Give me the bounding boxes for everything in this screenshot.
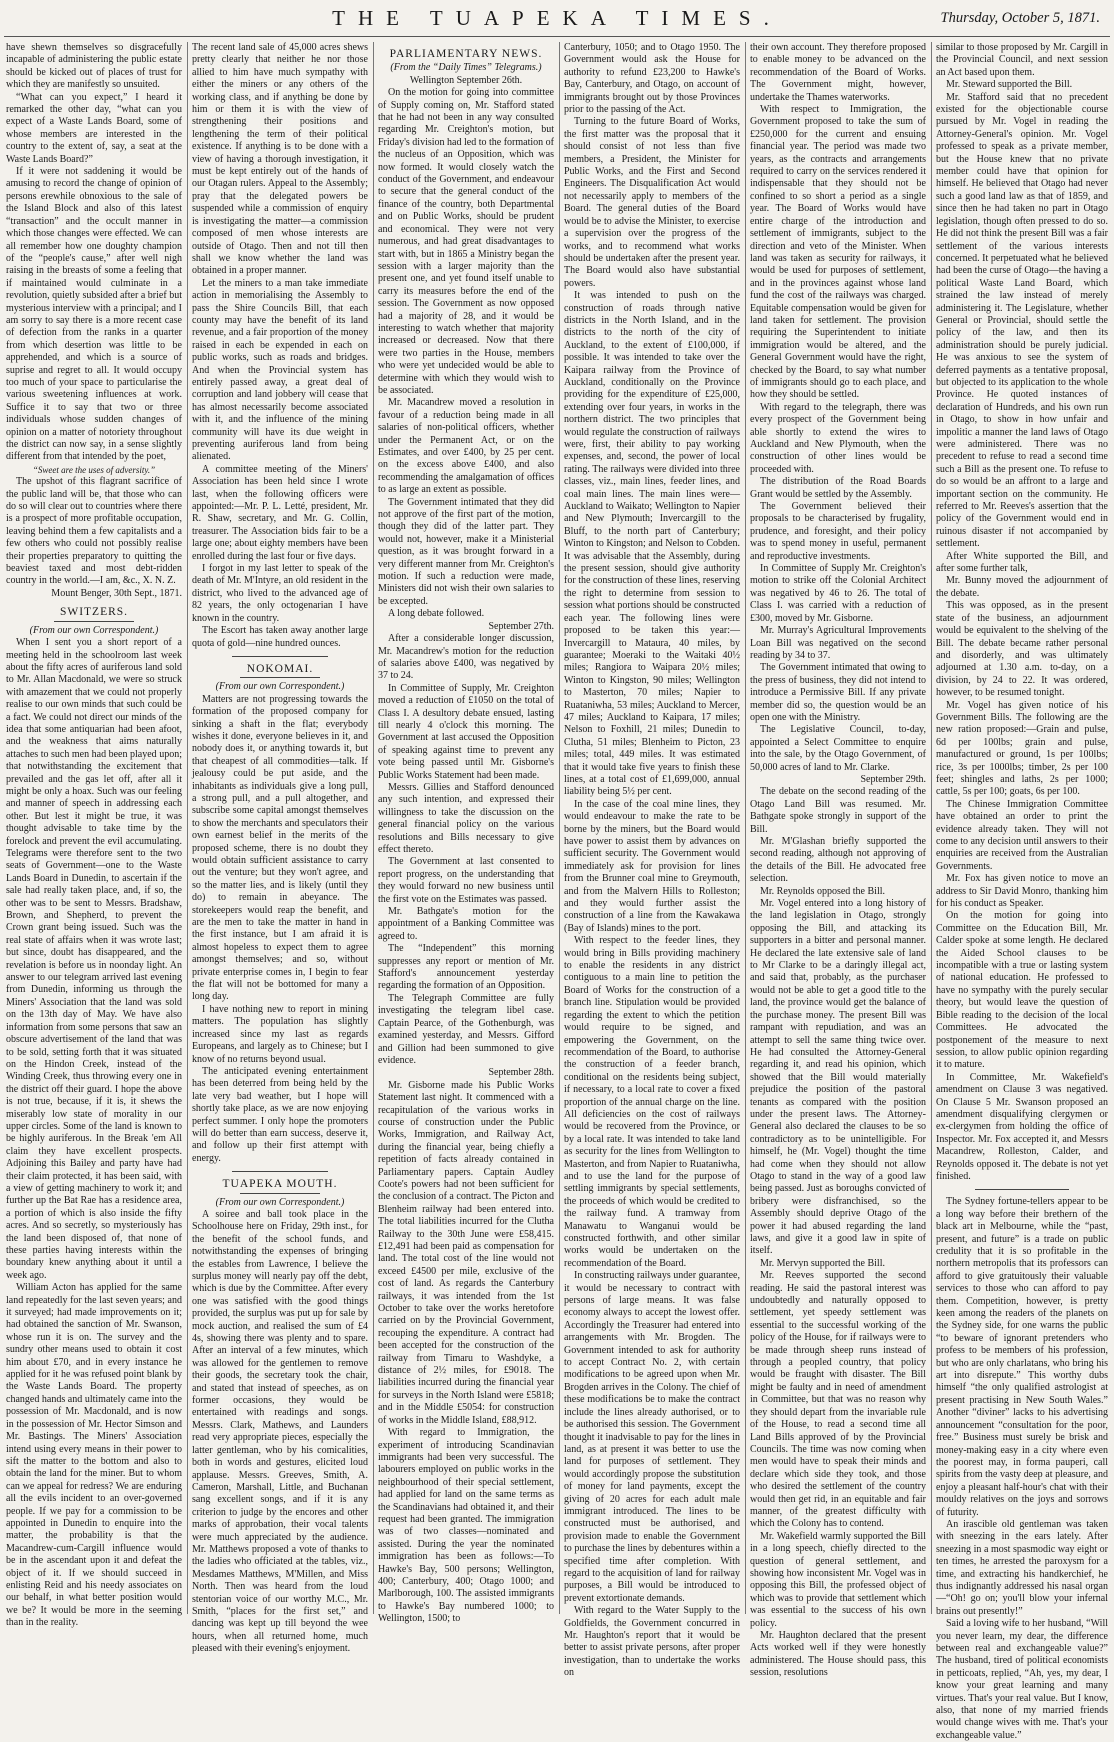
col6-para: In Committee, Mr. Wakefield's amendment on Clause 3 was negatived. On Clause 5 Mr. Swanson proposed an amendment disqualifying clergymen or ex-clergymen from holding the office of Inspector. Mr. Fox accepted it, and Messrs Macandrew, Rolleston, Calder, and Reynolds opposed it. The debate is not yet finished. [936,1071,1108,1182]
col4-para: In constructing railways under guarantee, it would be necessary to contract with persons of large means. It was false economy always to accept the lowest offer. Accordingly the Treasurer had entered into arrangements with Mr. Brogden. The Government intended to ask for authority to accept Contract No. 2, with certain modifications to be agreed upon when Mr. Brogden arrives in the Colony. The chief of these modifications be to make the contract include the lines already authorised, or to be authorised this session. The Government thought it inadvisable to pay for the lines in land, as at present it was better to use the land for purposes of settlement. They would accordingly propose the substitution of money for land payments, except the giving of 20 acres for each adult male immigrant introduced. The lines to be constructed must be authorised, and provision made to enable the Government to purchase the lines by debentures within a specified time after completion. With regard to the acquisition of land for railway purposes, a Bill would be introduced to prevent extortionate demands. [564,1270,740,1604]
col6-para: This was opposed, as in the present state of the business, an adjournment would be equivalent to the shelving of the Bill. The debate became rather personal and disorderly, and was ultimately adjourned at 1.30 a.m. to-day, on a division, by 24 to 22. It was ordered, however, to be resumed tonight. [936,600,1108,699]
col2-para: The anticipated evening entertainment has been deterred from being held by the late very bad weather, but I hope will shortly take place, as we are now enjoying perfect summer. I only hope the promoters will do better than earn success, deserve it, and follow up their first attempt with energy. [192,1065,368,1164]
col2-para: The recent land sale of 45,000 acres shews pretty clearly that neither he nor those allied to him have much sympathy with either the miners or any others of the working class, and if anything be done by him or them it is with the view of strengthening their positions and lengthening the term of their political existence. If anything is to be done with a view of having a thorough investigation, it must be kept entirely out of the hands of our Otagan rulers. Appeal to the Assembly; pray that the delegated powers be suspended while a commission of enquiry is investigating the matter—a commission composed of men whose interests are outside of Otago. Then and not till then shall we know whether the land was obtained in a proper manner. [192,42,368,277]
col1-signature: Mount Benger, 30th Sept., 1871. [51,587,182,599]
column-rule [373,42,374,1614]
correspondent-line: (From our own Correspondent.) [215,1196,345,1208]
column-rule [931,42,932,1614]
col3-para: Mr. Gisborne made his Public Works Statement last night. It commenced with a recapitulation of the various works in course of construction under the Public Works, Immigration, and Railway Act, during the financial year, being chiefly a repetition of facts already contained in Parliamentary papers. Captain Audley Coote's powers had not been sufficient for the conclusion of a contract. The Picton and Blenheim railway had been entered into. The total liabilities incurred for the Clutha Railway to the 30th June were £58,415. £12,491 had been paid as compensation for land. The total cost of the line would not exceed £4500 per mile, exclusive of the cost of land. As regards the Canterbury railways, it was intended from the 1st October to take over the works heretofore carried on by the Provincial Government, recouping the expenditure. A contract had been accepted for the construction of the railway from Timaru to Washdyke, a distance of 2½ miles, for £9018. The liabilities incurred during the financial year for surveys in the North Island were £5818; and in the Middle £5054: for construction of works in the Middle Island, £88,912. [378,1079,554,1426]
col4-para: In the case of the coal mine lines, they would endeavour to make the rate to be borne by the miners, but the Board would have power to assist them by advances on sufficient security. The Government would immediately ask for provision for lines from the Brunner coal mine to Greymouth, and from the Malvern Hills to Rolleston; and they would further assist the construction of a line from the Kawakawa (Bay of Islands) mines to the port. [564,798,740,934]
col3-para: The “Independent” this morning suppresses any report or mention of Mr. Stafford's announcement yesterday regarding the formation of an Opposition. [378,943,554,992]
col3-para: After a considerable longer discussion, Mr. Macandrew's motion for the reduction of salaries above £400, was negatived by 37 to 24. [378,633,554,682]
col3-para: Messrs. Gillies and Stafford denounced any such intention, and expressed their willingness to take the discussion on the general financial policy on the various resolutions and Bills necessary to give effect thereto. [378,781,554,855]
col3-para: The Government at last consented to report progress, on the understanding that they would forward no new business until the first vote on the Estimates was passed. [378,856,554,905]
col1-para: “What can you expect,” I heard it remarked the other day, “what can you expect of a Waste Lands Board, some of whose members are interested in the country to the extent of, say, a seat at the Waste Lands Board?” [6,91,182,165]
col5-para: Mr. Haughton declared that the present Acts worked well if they were honestly administered. The House should pass, this session, resolutions [750,1630,926,1679]
col5-para: Mr. M'Glashan briefly supported the second reading, although not approving of the details of the Bill. He advocated free selection. [750,836,926,885]
col5-para: Mr. Reynolds opposed the Bill. [760,885,885,897]
section-separator [232,656,329,657]
column-2 [192,42,368,1655]
col5-para: Mr. Mervyn supported the Bill. [760,1257,885,1269]
col1-para: have shewn themselves so disgracefully incapable of administering the public estate should be kicked out of places of trust for which they are manifestly so unsuited. [6,42,182,91]
col3-para: On the motion for going into committee of Supply coming on, Mr. Stafford stated that he had not been in any way consulted regarding Mr. Creighton's motion, but Friday's division had led to the formation of the nucleus of an Opposition, which was now formed. It would closely watch the conduct of the Government, and endeavour to secure that the general conduct of the finance of the country, both Departmental and on Public Works, should be prudent and economical. They were not very numerous, and had great disadvantages to start with, but in 1865 a Ministry began the session with a larger majority than the present one, and yet found itself unable to carry its measures before the end of the session. The Government as now opposed had a majority of 28, and it would be interesting to watch whether that majority increased or decreased. Now that there were two parties in the House, members who were yet undecided would be able to determine with which they would wish to be associated. [378,87,554,396]
masthead-title: THE TUAPEKA TIMES. [332,6,782,30]
heading-parliamentary-news: PARLIAMENTARY NEWS. [389,48,543,60]
column-4 [564,42,740,1679]
col3-para: With regard to Immigration, the experiment of introducing Scandinavian immigrants had been very successful. The labourers employed on public works in the neighbourhood of their special settlement, had applied for land on the same terms as the Scandinavians had obtained it, and their request had been granted. The immigration was of two classes—nominated and assisted. During the year the nominated immigration has been as follows:—To Hawke's Bay, 500 persons; Wellington, 400; Canterbury, 400; Otago 1000; and Marlborough, 100. The assisted immigrants to Hawke's Bay numbered 1000; to Wellington, 1500; to [378,1427,554,1625]
col2-para: A soiree and ball took place in the Schoolhouse here on Friday, 29th inst., for the benefit of the school funds, and notwithstanding the expenses of bringing the estables from Lawrence, I believe the surplus money will nearly pay off the debt, which is due by the Committee. After every one was satisfied with the good things provided, the surplus was put up for sale by mock auction, and realised the sum of £4 4s, showing there was plenty and to spare. After an interval of a few minutes, which was allowed for the gentlemen to remove their goods, the secretary took the chair, and stated that instead of speeches, as on former occasions, they would be entertained with readings and songs. Messrs. Clark, Mathews, and Launders read very appropriate pieces, especially the latter gentleman, who by his comicalities, both in words and gestures, elicited loud applause. Messrs. Greeves, Smith, A. Cameron, Marshall, Little, and Buchanan sang excellent songs, and if it is any criterion to judge by the encores and other marks of approbation, their vocal talents were much appreciated by the audience. Mr. Matthews proposed a vote of thanks to the ladies who officiated at the tables, viz., Mesdames Matthews, M'Millen, and Miss North. Then was heard from the loud stentorian voice of our worthy M.C., Mr. Smith, “places for the first set,” and dancing was kept up till beyond the wee hours, when all returned home, much pleased with their evening's enjoyment. [192,1208,368,1655]
col4-para: With regard to the Water Supply to the Goldfields, the Government concurred in Mr. Haughton's report that it would be better to assist private persons, after proper investigation, than to undertake the works on [564,1605,740,1679]
col6-para: After White supported the Bill, and after some further talk, [936,550,1108,575]
col6-para: An irascible old gentleman was taken with sneezing in the ears lately. After sneezing in a most spasmodic way eight or ten times, he arrested the paroxysm for a time, and extracting his handkerchief, he thus indignantly addressed his nasal organ—“Oh! go on; you'll blow your infernal brains out presently!” [936,1518,1108,1617]
col5-para: The Legislative Council, to-day, appointed a Select Committee to enquire into the sale, by the Otago Government, of 50,000 acres of land to Mr. Clarke. [750,724,926,773]
col6-para: Mr. Vogel has given notice of his Government Bills. The following are the new ration proposed:—Grain and pulse, 6d per 100lbs; grain and pulse, manufactured or ground, 1s per 100lbs; rice, 3s per 1000lbs; timber, 2s per 100 feet; shingles and laths, 2s per 1000; cattle, 5s per 100; goats, 6s per 100. [936,699,1108,798]
col5-para: Mr. Vogel entered into a long history of the land legislation in Otago, strongly opposing the Bill, and attacking its supporters in a bitter and personal manner. He declared the late extensive sale of land to Mr Clarke to be a daringly illegal act, and said that, probably, as the purchaser would not be able to get a good title to the land, the province would get the balance of the purchase money. The present Bill was rampant with repudiation, and was an attempt to sell the same thing twice over. He had consulted the Attorney-General regarding it, and read his opinion, which showed that the Bill would materially prejudice the position of the pastoral tenants as compared with the position under the present laws. The Attorney-General also declared the clauses to be so contradictory as to be unintelligible. For himself, he (Mr. Vogel) thought the time had come when they should not allow Otago to stand in the way of a good law being passed. Just as boroughs convicted of bribery were disfranchised, so the Assembly should deprive Otago of the power it had abused regarding the land laws, and give it a good law in spite of itself. [750,898,926,1257]
masthead-date: Thursday, October 5, 1871. [940,10,1100,26]
col2-para: Matters are not progressing towards the formation of the proposed company for sinking a shaft in the flat; everybody wishes it done, everyone believes in it, and nobody does it, or anything towards it, but that cheapest of all commodities—talk. If jealousy could be put aside, and the inhabitants as individuals give a long pull, a strong pull, and a pull altogether, and subscribe some capital amongst themselves to show the merchants and speculators their own earnest belief in the merits of the proposed scheme, there is no doubt they would obtain sufficient assistance to carry out the venture; but they won't agree, and so the matter lies, and is likely (until they do) to remain in abeyance. The storekeepers would reap the benefit, and are the men to take the matter in hand in the first instance, but I am afraid it is almost hopeless to expect them to agree amongst themselves; and so, without private enterprise comes in, I begin to fear the flat will not be bottomed for many a long day. [192,693,368,1003]
col6-para: similar to those proposed by Mr. Cargill in the Provincial Council, and next session an Act based upon them. [936,42,1108,78]
col1-para: If it were not saddening it would be amusing to record the change of opinion of persons erewhile obnoxious to the sale of the Island Block and also of this latest “transaction” and the occult manner in which those changes were effected. We can all remember how one doughty champion of the “people's cause,” after well nigh raising in the breasts of some a feeling that if maintained would culminate in a revolution, quietly subsided after a brief but mysterious interview with a principal; and I am sorry to say there is a more recent case of defection from the ranks in a quarter from which desertion was little to be apprehended, and which is a source of suprise and regret to all. It would occupy too much of your space to particularise the various sweetening influences at work. Suffice it to say that two or three individuals whose sudden changes of opinion on a matter of notoriety throughout the district can now say, in a sense slightly different from that intended by the poet, [6,166,182,463]
col3-para: A long debate followed. [388,608,485,620]
col2-para: Let the miners to a man take immediate action in memorialising the Assembly to pass the Shire Councils Bill, that each county may have the benefit of its land revenue, and a fair proportion of the money raised in each be expended in each on public works, such as roads and bridges. And when the Provincial system has entirely passed away, a great deal of corruption and land jobbery will cease that has almost necessarily become associated with it, and the influence of the mining community will have its due weight in preventing auriferous land from being alienated. [192,277,368,463]
col1-para: When I sent you a short report of a meeting held in the schoolroom last week about the fifty acres of auriferous land sold to Mr. Allan Macdonald, we were so struck with amazement that we could not properly realise to our own minds that such could be a fact. We could not direct our minds of the idea that some antiquarian had been afoot, and the weakness that aims naturally attaches to such men had been played upon; that notwithstanding the excitement that prevailed and the gas let off, after all it might be only a hoax. Such was our feeling and manner of speech in addressing each other. But lest it might be true, it was thought advisable to take time by the forelock and prevent the evil accumulating. Telegrams were therefore sent to the two seats of Government—one to the Waste Lands Board in Dunedin, to ascertain if the sale had really taken place, and, if so, the other was to be sent to Messrs. Bradshaw, Brown, and Shepherd, to prevent the Crown grant being issued. Such was the real state of affairs when it was wrote last; but since, doubt has disappeared, and the revelation is before us in noonday light. An answer to our telegram arrived last evening from Dunedin, informing us through the Miners' Association that the land was sold on the 13th day of May. We have also information from some persons that saw an obscure advertisement of the land that was to be sold, setting forth that it was situated on the Hindon Creek, instead of the Winding Creek, thus throwing every one in the district off their guard. I hope the above is not true, because, if it is, it shews the miserably low state of morality in our upper circles. Some of the land is known to be highly auriferous. In the Break 'em All claim they have excellent prospects. Adjoining this Bailey and party have had their claim protected, it has been said, with a view of getting machinery to work it; and further up the Bat Rae has a residence area, a portion of which is also inside the fifty acres. And so secretly, so mysteriously has the land been disposed of, that none of these parties having interests within the boundary knew anything about it until a week ago. [6,637,182,1281]
col6-para: Mr. Stafford said that no precedent existed for the objectionable course pursued by Mr. Vogel in reading the Attorney-General's opinion. Mr. Vogel professed to speak as a private member, but the House knew that no private member could have that opinion for himself. He believed that Otago had never such a good land law as that of 1859, and since then he had taken no part in Otago legislation, though often pressed to do so. He did not think the present Bill was a fair settlement of the various interests concerned. It perpetuated what he believed had been the curse of Otago—the having a political Waste Land Board, which strained the law instead of merely administering it. The Legislature, whether General or Provincial, should settle the policy of the law, and then its administration should be purely judicial. He was anxious to see the system of deferred payments as a tentative proposal, but objected to its application to the whole Province. He quoted instances of declaration of Hundreds, and his own run in Otago, to show in how unfair and impolitic a manner the land laws of Otago were administered. There was no precedent to refuse to read a second time such a Bill as the present one. To refuse to do so would be an affront to a large and important section on the community. He referred to Mr. Reeves's assertion that the policy of the Government would end in ruinous disaster if not accompanied by settlement. [936,91,1108,550]
col3-para: Mr. Bathgate's motion for the appointment of a Banking Committee was agreed to. [378,906,554,942]
heading-rule [240,677,319,678]
dateline: September 28th. [488,1067,554,1079]
col4-para: Turning to the future Board of Works, the first matter was the proposal that it should consist of not less than five members, a President, the Minister for Public Works, and the First and Second Engineers. The Disqualification Act would not necessarily apply to members of the Board. The general duties of the Board would be to advise the Minister, to exercise a supervision over the progress of the works, and to recommend what works should be undertaken after the present year. The Board would also have substantial powers. [564,116,740,289]
col6-para: On the motion for going into Committee on the Education Bill, Mr. Calder spoke at some length. He declared the Aided School clauses to be incompatible with a true or lasting system of national education. He professed to have no sympathy with the purely secular theory, but would leave the question of Bible reading to the decision of the local Committees. He advocated the postponement of the measure to next session, to allow public opinion regarding it to mature. [936,910,1108,1071]
correspondent-line: (From our own Correspondent.) [215,681,345,693]
column-rule [559,42,560,1614]
dateline: September 29th. [860,773,926,785]
col6-para: Said a loving wife to her husband, “Will you never learn, my dear, the difference between real and exchangeable value?” The husband, tired of political economists in petticoats, replied, “Ah, yes, my dear, I know your great learning and many virtues. That's your real value. But I know, also, that none of my married friends would change wives with me. That's your exchangeable value.” [936,1618,1108,1741]
col5-para: In Committee of Supply Mr. Creighton's motion to strike off the Colonial Architect was negatived by 46 to 26. The total of Class I. was carried with a reduction of £300, moved by Mr. Gisborne. [750,563,926,624]
col6-para: Mr. Steward supported the Bill. [946,79,1073,91]
col5-para: their own account. They therefore proposed to enable money to be advanced on the recommendation of the Board of Works. The Government might, however, undertake the Thames waterworks. [750,42,926,103]
col2-para: I forgot in my last letter to speak of the death of Mr. M'Intyre, an old resident in the district, who lived to the advanced age of 82 years, the only octogenarian I have known in the country. [192,563,368,624]
col5-para: The Government believed their proposals to be characterised by frugality, prudence, and foresight, and their policy was to spend money in useful, permanent and reproductive investments. [750,501,926,562]
col3-para: Mr. Macandrew moved a resolution in favour of a reduction being made in all salaries of non-political officers, whether under the Permanent Act, or on the Estimates, and over £400, by 25 per cent. on the excess above £400, and also recommending the amalgamation of offices to as large an extent as possible. [378,397,554,496]
heading-switzers: SWITZERS. [59,606,129,619]
col2-para: A committee meeting of the Miners' Association has been held since I wrote last, when the following officers were appointed:—Mr. P. L. Letté, president, Mr. R. Shaw, secretary, and Mr. G. Collin, treasurer. The Association bids fair to be a large one; about eighty members have been enrolled during the last four or five days. [192,463,368,562]
col5-para: The Government intimated that owing to the press of business, they did not intend to introduce a Permissive Bill. If any private member did so, the question would be an open one with the Ministry. [750,662,926,723]
dateline: Wellington September 26th. [409,74,523,86]
section-separator [975,1189,1070,1190]
col1-para: William Acton has applied for the same land repeatedly for the last seven years; and it surveyed; had made improvements on it; had obtained the sanction of Mr. Swanson, whose run it is on. The survey and the sundry other means used to obtain it cost him about £70, and in every instance he applied for it he was refused point blank by the Waste Lands Board. The property changed hands and ultimately came into the possession of Mr. Macdonald, and is now in the possession of Mr. Hector Simson and Mr. Bastings. The Miners' Association intend using every means in their power to sift the matter to the bottom and also to obtain the land for the miner. But to whom can we appeal for redress? We are enduring all the evils incident to an over-governed people. If we pay for a commission to be appointed in Dunedin to enquire into the matter, the probability is that the Macandrew-cum-Cargill influence would be in the ascendant upon it and defeat the object of it. If we should succeed in enlisting Reid and his needy associates on our behalf, in what better position would we be? It would be more in the seeming than in the reality. [6,1282,182,1629]
col6-para: Mr. Fox has given notice to move an address to Sir David Monro, thanking him for his conduct as Speaker. [936,873,1108,910]
col5-para: The distribution of the Road Boards Grant would be settled by the Assembly. [750,476,926,500]
col2-para: The Escort has taken away another large quota of gold—nine hundred ounces. [192,625,368,649]
col4-para: It was intended to push on the construction of roads through native districts in the North Island, and in the districts to the north of the city of Auckland, to the extent of £100,000, if possible. It was intended to take over the Kaipara railway from the Province of Auckland, conditionally on the Province providing for the expenditure of £25,000, extending over four years, in works in the northern district. The two principles that would regulate the construction of railways were, first, their ability to pay working expenses, and, second, the power of local rating. The railways were divided into three classes, viz., main lines, feeder lines, and coal main lines. The main lines were—Auckland to Waikato; Wellington to Napier and New Plymouth; Invercargill to the Bluff, to the north part of Canterbury; Winton to Kingston; and Nelson to Cobden. It was advisable that the Assembly, during the present session, should give authority for the construction of these lines, reserving the right to determine from session to session what portions should be constructed each year. The following lines were proposed to be taken this year:—Invercargill to Mataura, 40 miles, by guarantee; Moeraki to the Waitaki 40½ miles; Rangiora to Waipara 20½ miles; Winton to Kingston, 90 miles; Wellington to Masterton, 70 miles; Napier to Ruataniwha, 53 miles; Auckland to Mercer, 47 miles; Auckland to Kaipara, 17 miles; Nelson to Foxhill, 21 miles; Dunedin to Clutha, 51 miles; Blenheim to Picton, 23 miles; total, 449 miles. It was estimated that it would take five years to finish these lines, at a total cost of £1,699,000, annual liability being 5½ per cent. [564,290,740,798]
heading-nokomai: NOKOMAI. [246,662,314,675]
heading-tuapeka-mouth: TUAPEKA MOUTH. [222,1178,338,1191]
source-line: (From the “Daily Times” Telegrams.) [390,62,542,74]
column-5 [750,42,926,1679]
col2-para: I have nothing new to report in mining matters. The population has slightly increased since my last as regards Europeans, and largely as to Chinese; but I know of no returns beyond usual. [192,1003,368,1065]
col5-para: With regard to the telegraph, there was every prospect of the Government being able shortly to extend the wires to Auckland and New Plymouth, when the construction of other lines would be proceeded with. [750,401,926,475]
correspondent-line: (From our own Correspondent.) [29,624,159,636]
col6-para: The Sydney fortune-tellers appear to be a long way before their brethern of the black art in Melbourne, while the “past, present, and future” is a trade on public credulity that it is so profitable in the northern metropolis that its professors can afford to give gratuitously their valuable services to those who can afford to pay them. Competition, however, is pretty keen among the readers of the planets on the Sydney side, for one warns the public “to beware of ignorant pretenders who profess to be members of his profession, but who are only charlatans, who bring his art into disrepute.” This worthy dubs himself “the only qualified astrologist at present practising in New South Wales.” Another “diviner” lacks to his advertising announcement “consultation for the poor, free.” Business must surely be brisk and money-making easy in a city where even the poorest may, in forma pauperi, call spirits from the vasty deep at pleasure, and enjoy a pleasant half-hour's chat with their mouldy relatives on the joys and sorrows of futurity. [936,1196,1108,1518]
heading-rule [54,621,133,622]
section-separator [232,1171,329,1172]
col4-para: Canterbury, 1050; and to Otago 1950. The Government would ask the House for authority to refund £23,200 to Hawke's Bay, Canterbury, and Otago, on account of immigrants brought out by those Provinces prior to the passing of the Act. [564,42,740,116]
col1-para: The upshot of this flagrant sacrifice of the public land will be, that those who can do so will clear out to countries where there is a prospect of more profitable occupation, leaving behind them a few capitalists and a few others who could not possibly realise their properties preparatory to quitting the beaviest taxed and most debt-ridden country in the world.—I am, &c., X. N. Z. [6,476,182,587]
col5-para: Mr. Reeves supported the second reading. He said the pastoral interest was undoubtedly and naturally opposed to settlement, yet speedy settlement was essential to the successful working of the policy of the House, for if railways were to be made through sheep runs instead of through a peopled country, that policy would be fraught with disaster. The Bill might be faulty and in need of amendment in Committee, but that was no reason why they should depart from the invariable rule of the House, to read a second time all Land Bills approved of by the Provincial Councils. The time was now coming when men would have to speak their minds and declare which side they took, and those who desired the settlement of the country would then get rid, in an equitable and fair manner, of the greatest difficulty with which the Colony has to contend. [750,1270,926,1530]
column-rule [187,42,188,1614]
column-rule [745,42,746,1614]
column-6 [936,42,1108,1741]
col6-para: The Chinese Immigration Committee have obtained an order to print the evidence already taken. They will not come to any decision until answers to their enquiries are received from the Australian Governments. [936,798,1108,872]
col5-para: Mr. Murray's Agricultural Improvements Loan Bill was negatived on the second reading by 34 to 37. [750,625,926,661]
col5-para: Mr. Wakefield warmly supported the Bill in a long speech, chiefly directed to the question of general settlement, and showing how inconsistent Mr. Vogel was in opposing this Bill, the professed object of which was to provide that settlement which was essential to the success of his own policy. [750,1530,926,1629]
col3-para: The Telegraph Committee are fully investigating the telegram libel case. Captain Pearce, of the Gothenburgh, was examined yesterday, and Messrs. Gifford and Gillion had been summoned to give evidence. [378,992,554,1066]
col5-para: The debate on the second reading of the Otago Land Bill was resumed. Mr. Bathgate spoke strongly in support of the Bill. [750,786,926,835]
dateline: September 27th. [488,620,554,632]
col5-para: With respect to Immigration, the Government proposed to take the sum of £250,000 for the current and ensuing financial year. The period was made two years, as the contracts and arrangements required to carry on the services rendered it indispensable that they should not be confined to so short a period as a single year. The Board of Works would have entire charge of the introduction and settlement of immigrants, subject to the direction and veto of the Minister. When land was taken as security for railways, it would be used for purposes of settlement, and in the provinces against whose land fund the cost of the railways was charged. Equitable compensation would be given for land taken for settlement. The provision requiring the Superintendent to initiate immigration would be altered, and the General Government would have the right, checked by the Board, to say what number of immigrants should go to each place, and how they should be settled. [750,104,926,401]
col3-para: The Government intimated that they did not approve of the first part of the motion, though they did of the latter part. They would not, however, make it a Ministerial question, as it was brought forward in a very different manner from Mr. Creighton's motion. If such a reduction were made, Ministers did not wish their own salaries to be excepted. [378,496,554,607]
column-3 [378,42,554,1625]
masthead [0,0,1114,40]
col4-para: With respect to the feeder lines, they would bring in Bills providing machinery to enable the residents in any district contiguous to a main line to petition the Board of Works for the construction of a branch line. Stipulation would be provided regarding the extent to which the petition would require to be signed, and empowering the Government, on the recommendation of the Board, to authorise the construction of a feeder branch, conditional on the residents being subject, if necessary, to a local rate to cover a fixed proportion of the annual charge on the line. All deficiencies on the cost of railways would be recovered from the Province, or by a local rate. It was intended to take land as security for the lines from Wellington to Masterton, and from Napier to Ruataniwha, and to use the land for the purpose of settling immigrants by special settlements, the proceeds of which would be credited to the railway fund. A tramway from Manawatu to Wanganui would be constructed forthwith, and other similar works would be undertaken on the recommendation of the Board. [564,935,740,1269]
col1-quote: “Sweet are the uses of adversity.” [32,464,156,475]
column-1 [6,42,182,1629]
col3-para: In Committee of Supply, Mr. Creighton moved a reduction of £1050 on the total of Class I. A desultory debate ensued, lasting till nearly 4 o'clock this morning. The Government at last accused the Opposition of speaking against time to prevent any vote being passed until Mr. Gisborne's Public Works Statement had been made. [378,682,554,781]
heading-rule [240,1193,319,1194]
masthead-rule [4,36,1110,37]
col6-para: Mr. Bunny moved the adjournment of the debate. [936,575,1108,599]
